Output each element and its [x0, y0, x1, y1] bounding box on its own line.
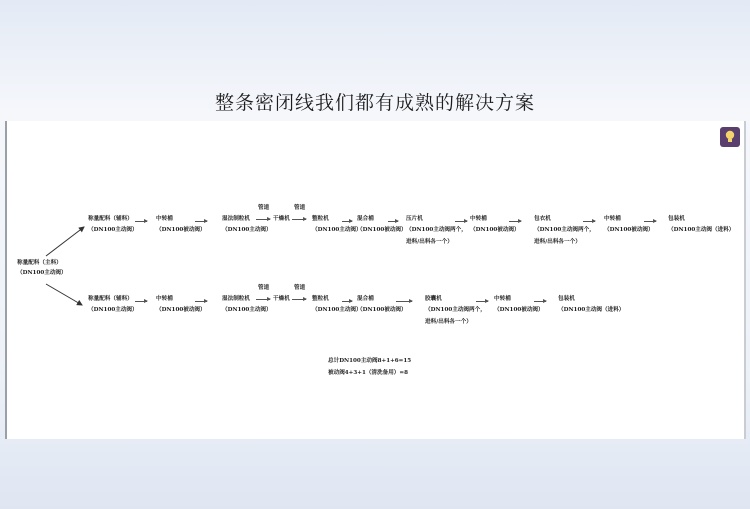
r2-arrow-6 — [396, 301, 412, 302]
r2-node-5-name: 整粒机 — [312, 296, 329, 302]
r1-node-2-valve: （DN100被动阀） — [156, 227, 206, 233]
slide-title: 整条密闭线我们都有成熟的解决方案 — [214, 92, 535, 114]
branch-arrow-lower — [46, 284, 82, 305]
r2-arrow-5 — [342, 301, 352, 302]
r2-node-3-valve: （DN100主动阀） — [222, 307, 272, 313]
r1-arrow-7 — [455, 221, 467, 222]
r2-arrow-2 — [195, 301, 207, 302]
r1-arrow-5 — [342, 221, 352, 222]
r2-node-6-valve: （DN100被动阀） — [357, 307, 407, 313]
r1-node-11-valve: （DN100主动阀（进料） — [668, 227, 735, 233]
r1-arrow-9 — [583, 221, 595, 222]
r1-arrow-4 — [292, 219, 306, 220]
r2-node-1-valve: （DN100主动阀） — [88, 307, 138, 313]
r1-node-6-valve: （DN100被动阀） — [357, 227, 407, 233]
r2-node-7-valve: （DN100主动阀两个， — [425, 307, 486, 313]
r2-node-7-name: 胶囊机 — [425, 296, 442, 302]
r1-node-8-valve: （DN100被动阀） — [470, 227, 520, 233]
r2-pipe-1: 管道 — [258, 285, 270, 291]
r1-node-1-valve: （DN100主动阀） — [88, 227, 138, 233]
r1-node-5-name: 整粒机 — [312, 216, 329, 222]
r1-pipe-2: 管道 — [294, 205, 306, 211]
r1-node-3-name: 湿法制粒机 — [222, 216, 250, 222]
r2-arrow-7 — [476, 301, 488, 302]
r2-pipe-2: 管道 — [294, 285, 306, 291]
r1-arrow-6 — [388, 221, 398, 222]
r1-arrow-2 — [195, 221, 207, 222]
r1-node-4-name: 干燥机 — [273, 216, 290, 222]
r2-node-4-name: 干燥机 — [273, 296, 290, 302]
r1-node-9-valve: （DN100主动阀两个， — [534, 227, 595, 233]
r1-pipe-1: 管道 — [258, 205, 270, 211]
r2-node-9-valve: （DN100主动阀（进料） — [558, 307, 625, 313]
r1-arrow-1 — [135, 221, 147, 222]
r2-node-2-name: 中转桶 — [156, 296, 173, 302]
r1-node-7-valve: （DN100主动阀两个， — [406, 227, 467, 233]
r2-node-6-name: 混合桶 — [357, 296, 374, 302]
r1-node-8-name: 中转桶 — [470, 216, 487, 222]
r2-node-9-name: 包装机 — [558, 296, 575, 302]
r1-node-11-name: 包装机 — [668, 216, 685, 222]
r1-node-6-name: 混合桶 — [357, 216, 374, 222]
r2-node-2-valve: （DN100被动阀） — [156, 307, 206, 313]
r2-arrow-1 — [135, 301, 147, 302]
r2-node-8-name: 中转桶 — [494, 296, 511, 302]
branch-arrow-upper — [46, 227, 84, 256]
r2-arrow-8 — [534, 301, 546, 302]
r2-node-3-name: 湿法制粒机 — [222, 296, 250, 302]
r2-node-8-valve: （DN100被动阀） — [494, 307, 544, 313]
r1-arrow-10 — [644, 221, 656, 222]
r1-arrow-8 — [509, 221, 521, 222]
r1-node-9-name: 包衣机 — [534, 216, 551, 222]
r2-arrow-4 — [292, 299, 306, 300]
r1-node-7-valve2: 进料/出料各一个） — [406, 239, 453, 245]
source-node-valve: （DN100主动阀） — [17, 270, 67, 276]
r1-node-1-name: 称量配料（辅料） — [88, 216, 133, 222]
r2-arrow-3 — [256, 299, 270, 300]
summary-line-2: 被动阀4+3+1（清洗备用）=8 — [328, 370, 408, 376]
r1-arrow-3 — [256, 219, 270, 220]
r2-node-1-name: 称量配料（辅料） — [88, 296, 133, 302]
r2-node-7-valve2: 进料/出料各一个） — [425, 319, 472, 325]
source-node-name: 称量配料（主料） — [17, 260, 62, 266]
r1-node-7-name: 压片机 — [406, 216, 423, 222]
r1-node-9-valve2: 进料/出料各一个） — [534, 239, 581, 245]
summary-line-1: 总计DN100主动阀8+1+6=15 — [328, 358, 412, 364]
r2-node-5-valve: （DN100主动阀） — [312, 307, 362, 313]
r1-node-3-valve: （DN100主动阀） — [222, 227, 272, 233]
r1-node-5-valve: （DN100主动阀） — [312, 227, 362, 233]
r1-node-10-valve: （DN100被动阀） — [604, 227, 654, 233]
r1-node-10-name: 中转桶 — [604, 216, 621, 222]
r1-node-2-name: 中转桶 — [156, 216, 173, 222]
